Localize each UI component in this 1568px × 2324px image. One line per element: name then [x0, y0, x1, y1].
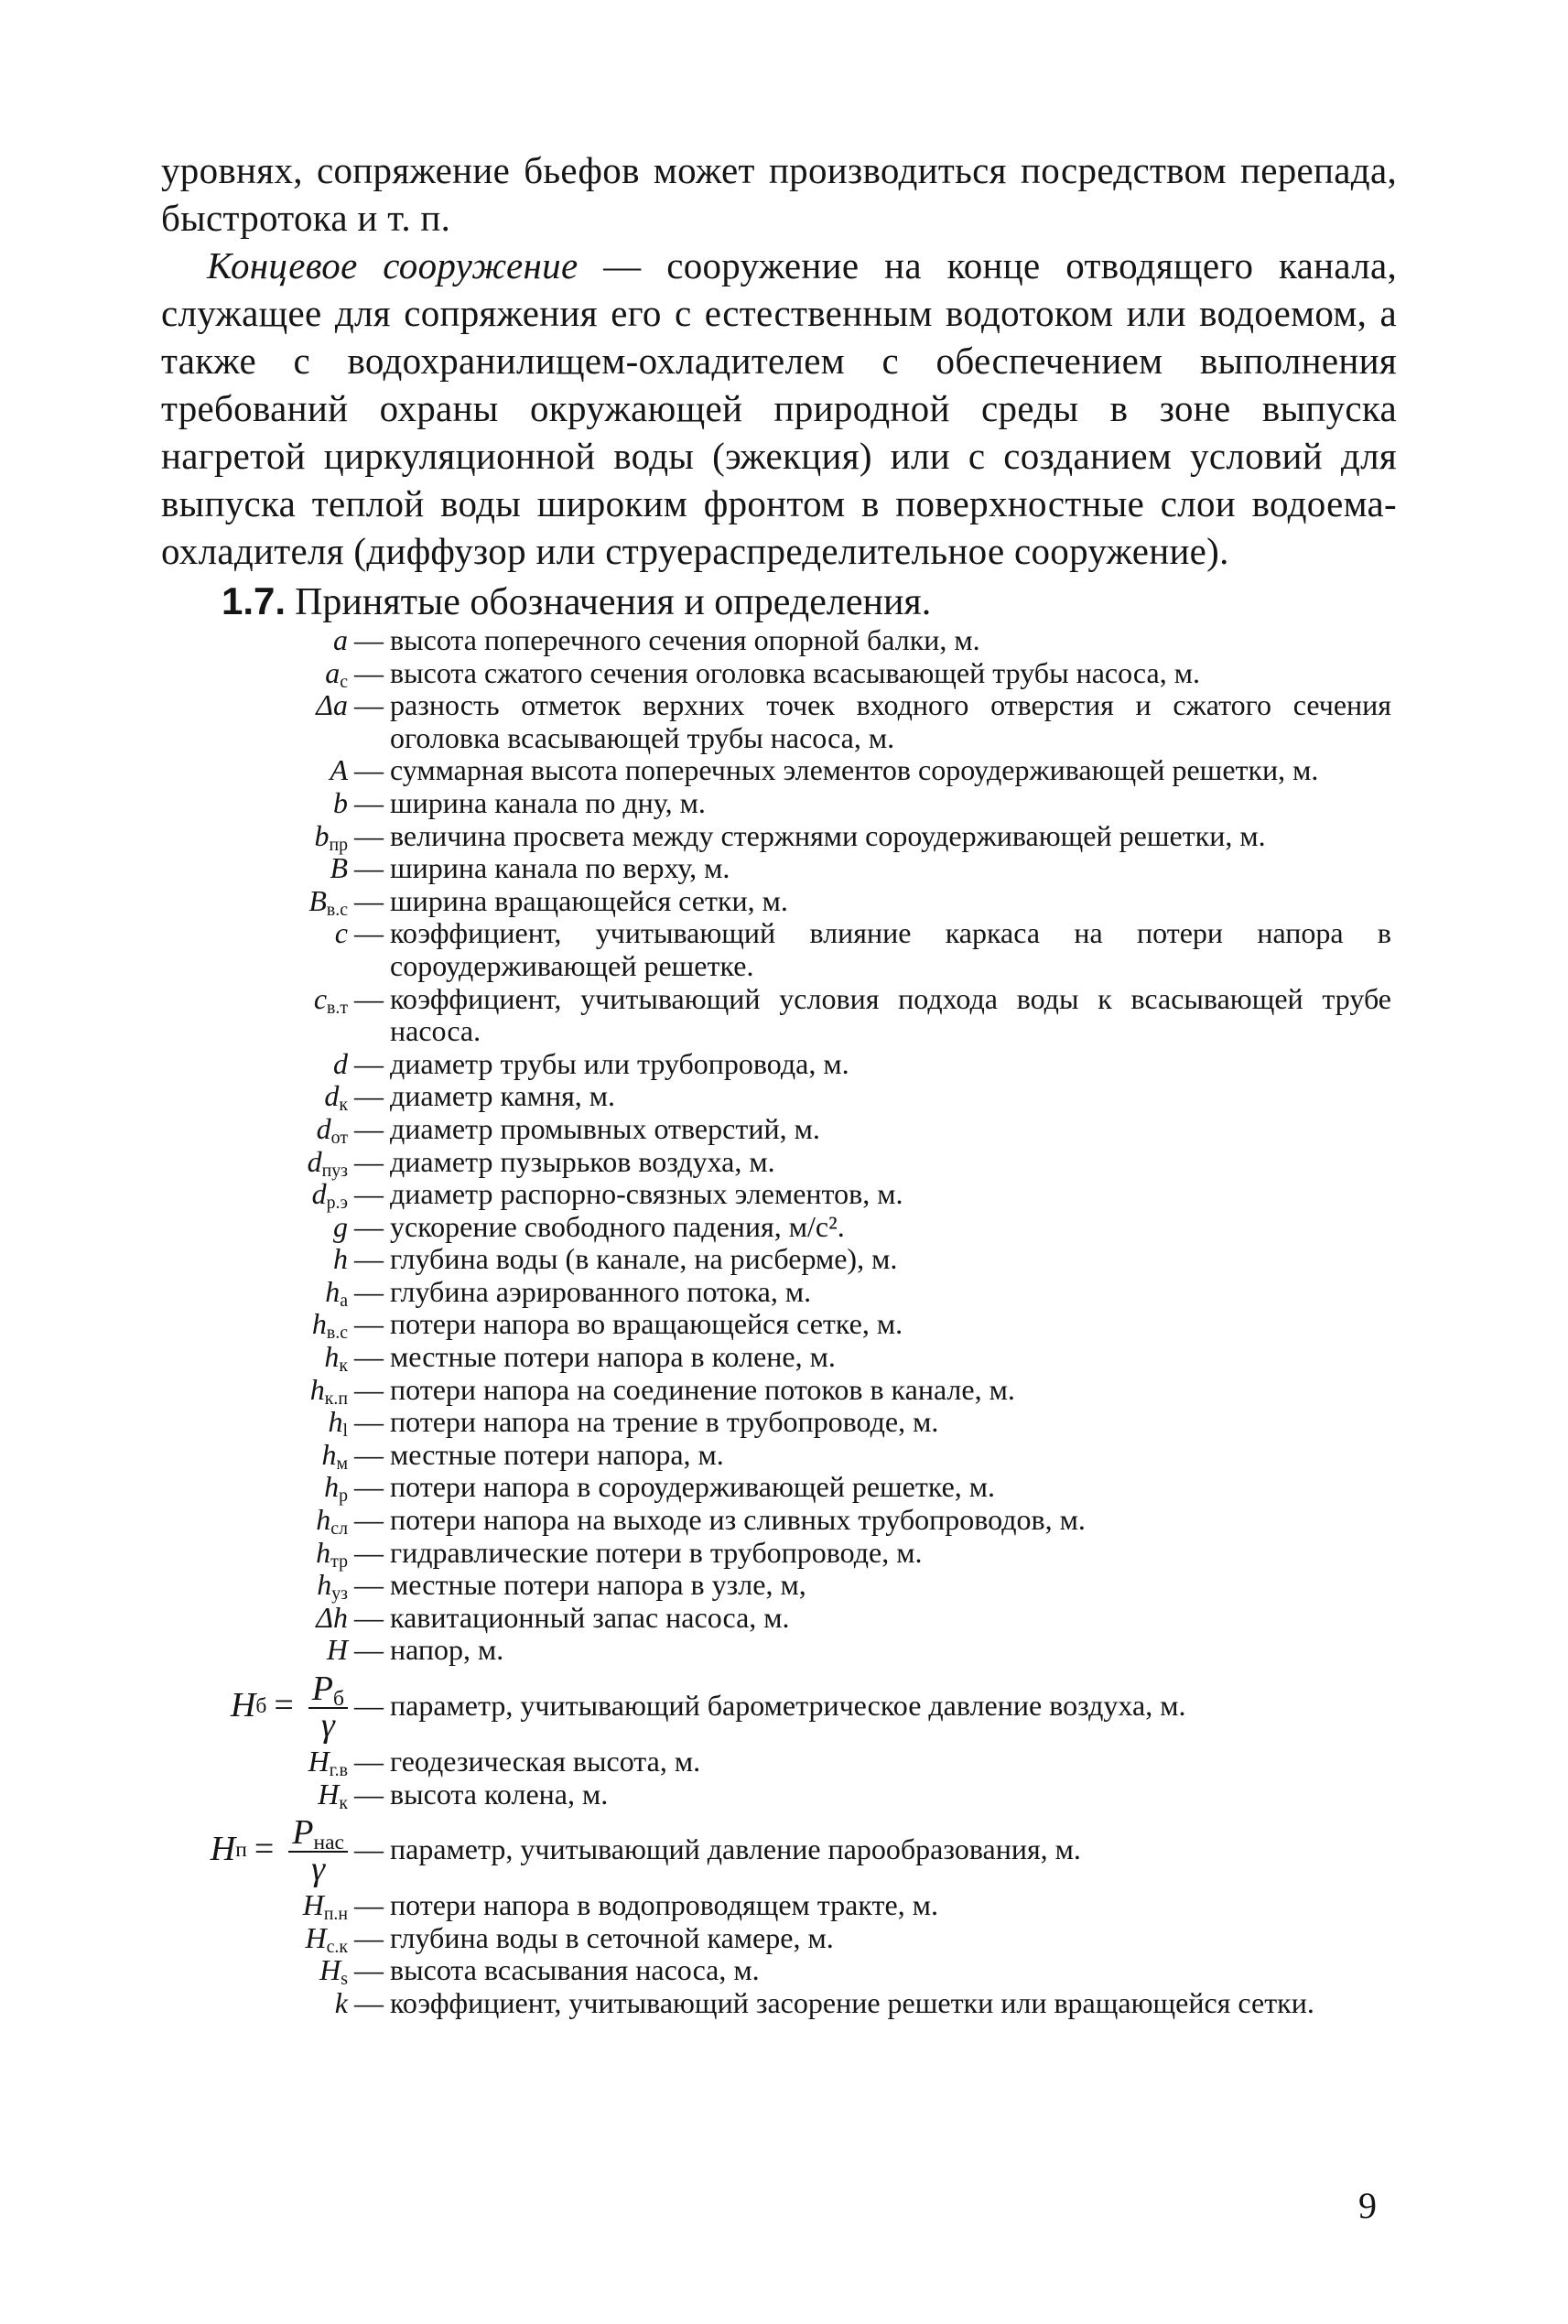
definition-symbol [128, 1888, 348, 1925]
definition-symbol [128, 689, 348, 722]
definition-text: величина просвета между стержнями сороудерживающей решетки, м. [390, 818, 1266, 852]
definition-item [128, 1504, 1391, 1537]
definition-item [128, 1987, 1391, 2020]
fraction-numerator [288, 1814, 348, 1853]
page-number: 9 [1358, 2185, 1377, 2226]
symbol-letter: b [333, 785, 348, 819]
definition-dash: — [354, 1600, 384, 1634]
definition-item [128, 1778, 1391, 1811]
symbol-letter: H [305, 1920, 327, 1954]
symbol-letter: k [334, 1985, 348, 2019]
definition-item [128, 624, 1391, 657]
symbol-letter: h [309, 1372, 325, 1406]
definition-symbol: H п = $\frac{P_{нас}}{\gamma}$ [73, 1814, 348, 1886]
definitions-list [128, 624, 1391, 2020]
definition-text: диаметр распорно-связных элементов, м. [390, 1177, 903, 1211]
numerator-letter: P [292, 1813, 314, 1853]
definition-dash: — [354, 916, 384, 950]
definition-dash: — [354, 1274, 384, 1308]
definition-text: суммарная высота поперечных элементов сороудерживающей решетки, м. [390, 753, 1319, 787]
paragraph-2-text: — сооружение на конце отводящего канала, служащее для сопряжения его с естественным водотоком или водоемом, а также с водохранилищем-охладителем с обеспечением выполнения требований охраны окружающей природной среды в зоне выпуска нагретой циркуляционной воды (эжекция) или с созданием условий для выпуска теплой воды широким фронтом в поверхностные слои водоема-охладителя (диффузор или струераспределительное сооружение). [161, 244, 1397, 572]
definition-item [128, 983, 1391, 1048]
definition-symbol [128, 1048, 348, 1081]
definition-fraction-hp [128, 1813, 1391, 1889]
definition-text: местные потери напора, м. [390, 1437, 724, 1471]
symbol-subscript: м [336, 1453, 348, 1474]
numerator-subscript: б [333, 1686, 344, 1711]
definition-text: ширина канала по дну, м. [390, 785, 706, 819]
definition-item [128, 1634, 1391, 1667]
definition-item [128, 885, 1391, 918]
definition-symbol: H б = $\frac{P_б}{\gamma}$ [73, 1670, 348, 1742]
definition-dash: — [354, 851, 384, 885]
fraction [288, 1813, 348, 1889]
definition-dash: — [354, 1689, 384, 1723]
definition-symbol [128, 1439, 348, 1472]
definition-dash: — [354, 1242, 384, 1276]
definition-item [128, 1568, 1391, 1605]
definition-text: местные потери напора в колене, м. [390, 1340, 836, 1374]
symbol-subscript: в.с [326, 1323, 348, 1344]
definition-item [128, 1439, 1391, 1472]
symbol-subscript: п.н [323, 1904, 348, 1925]
definition-symbol [128, 754, 348, 787]
definition-item [128, 1374, 1391, 1407]
symbol-subscript: г.в [329, 1759, 348, 1780]
definition-item [128, 1953, 1391, 1990]
symbol-letter: h [324, 1470, 340, 1504]
definition-item [128, 1307, 1391, 1344]
definition-text: потери напора на соединение потоков в канале, м. [390, 1372, 1015, 1406]
definition-fraction-hb [128, 1670, 1391, 1745]
definition-item [128, 689, 1391, 754]
definition-symbol [128, 1405, 348, 1442]
definition-symbol [128, 1746, 348, 1778]
definition-dash: — [354, 1568, 384, 1602]
definition-item [128, 852, 1391, 885]
symbol-subscript: р [339, 1486, 348, 1507]
definition-dash: — [354, 1209, 384, 1243]
definition-text: глубина воды в сеточной камере, м. [390, 1920, 834, 1954]
definition-dash: — [354, 623, 384, 656]
definition-dash: — [354, 883, 384, 917]
definition-symbol [128, 1243, 348, 1276]
definition-dash: — [354, 1111, 384, 1145]
definition-dash: — [354, 1372, 384, 1406]
definition-item [128, 1922, 1391, 1955]
symbol-letter: A [330, 753, 348, 787]
equals-sign: = [274, 1686, 294, 1725]
definition-text: потери напора на трение в трубопроводе, м. [390, 1405, 939, 1439]
definition-item [128, 754, 1391, 787]
symbol-subscript: в.с [326, 899, 348, 920]
definition-dash: — [354, 1079, 384, 1113]
definition-text: параметр, учитывающий барометрическое давление воздуха, м. [390, 1689, 1186, 1723]
definition-symbol [128, 1953, 348, 1990]
symbol-letter: H [230, 1686, 256, 1725]
symbol-subscript: к [339, 1095, 348, 1116]
symbol-letter: b [314, 818, 330, 852]
symbol-subscript: к [339, 1792, 348, 1813]
definitions-group-1 [128, 624, 1391, 1667]
definition-item [128, 1048, 1391, 1081]
definition-item [128, 787, 1391, 820]
definition-symbol [128, 1470, 348, 1507]
definition-text: кавитационный запас насоса, м. [390, 1600, 790, 1634]
symbol-letter: g [333, 1209, 348, 1243]
symbol-letter: H [308, 1745, 330, 1778]
definition-dash: — [354, 1920, 384, 1954]
definition-text: ускорение свободного падения, м/с². [390, 1209, 845, 1243]
symbol-subscript: сл [330, 1518, 348, 1539]
symbol-subscript: уз [331, 1584, 348, 1605]
definition-item [128, 1146, 1391, 1179]
definition-symbol [128, 1987, 348, 2020]
symbol-subscript: к.п [324, 1388, 348, 1409]
definition-text: напор, м. [390, 1633, 504, 1667]
numerator-subscript: нас [313, 1831, 344, 1855]
symbol-subscript: тр [330, 1551, 348, 1572]
definition-text: диаметр трубы или трубопровода, м. [390, 1046, 849, 1080]
definition-text: высота колена, м. [390, 1777, 609, 1811]
symbol-letter: a [333, 623, 348, 656]
definition-item [128, 1470, 1391, 1507]
definition-text: потери напора на выходе из сливных трубопроводов, м. [390, 1503, 1086, 1537]
definition-text: диаметр камня, м. [390, 1079, 616, 1113]
definition-symbol [128, 1634, 348, 1667]
symbol-letter: c [313, 981, 328, 1015]
definition-item [128, 1113, 1391, 1146]
definition-symbol [128, 1922, 348, 1955]
symbol-subscript: с.к [326, 1936, 348, 1957]
symbol-subscript: l [342, 1421, 348, 1442]
symbol-subscript: в.т [327, 997, 348, 1018]
definition-symbol [128, 852, 348, 885]
definitions-group-2 [128, 1746, 1391, 1811]
numerator-letter: P [311, 1670, 334, 1708]
definition-dash: — [354, 1953, 384, 1987]
symbol-subscript: а [340, 1290, 348, 1311]
symbol-letter: Δa [316, 688, 348, 722]
symbol-letter: d [333, 1046, 348, 1080]
definition-dash: — [354, 818, 384, 852]
term-end-structure: Концевое сооружение [207, 244, 579, 286]
fraction-denominator: γ [311, 1850, 326, 1889]
symbol-subscript: р.э [326, 1193, 348, 1214]
symbol-letter: H [326, 1633, 348, 1667]
definition-text: гидравлические потери в трубопроводе, м. [390, 1535, 923, 1569]
definition-symbol [128, 1146, 348, 1179]
definition-item [128, 1405, 1391, 1442]
definition-item [128, 1888, 1391, 1925]
definition-text: потери напора в водопроводящем тракте, м. [390, 1888, 938, 1922]
definition-item [128, 1537, 1391, 1570]
definition-symbol [128, 1374, 348, 1407]
paragraph-1 [161, 146, 1397, 242]
definition-text: глубина воды (в канале, на рисберме), м. [390, 1242, 898, 1276]
symbol-subscript: s [341, 1969, 348, 1990]
definition-symbol [128, 1307, 348, 1344]
symbol-letter: H [210, 1830, 236, 1869]
symbol-letter: H [319, 1953, 341, 1987]
definition-symbol [128, 1568, 348, 1605]
definition-dash: — [354, 1633, 384, 1667]
definition-dash: — [354, 1503, 384, 1537]
paragraph-2 [161, 242, 1397, 575]
definition-dash: — [354, 1888, 384, 1922]
definition-dash: — [354, 1437, 384, 1471]
definition-text: коэффициент, учитывающий влияние каркаса на потери напора в сороудерживающей решетке. [390, 916, 1391, 982]
definition-symbol [128, 1504, 348, 1537]
symbol-letter: H [302, 1888, 324, 1922]
definition-symbol [128, 1778, 348, 1811]
definition-symbol [128, 1177, 348, 1214]
symbol-letter: h [311, 1307, 327, 1341]
symbol-subscript: к [339, 1356, 348, 1377]
symbol-letter: d [324, 1079, 340, 1113]
symbol-letter: c [334, 916, 348, 950]
symbol-letter: h [316, 1535, 331, 1569]
definition-symbol [128, 1276, 348, 1309]
definition-dash: — [354, 785, 384, 819]
definition-symbol [128, 885, 348, 918]
definition-item [128, 1211, 1391, 1244]
symbol-letter: h [324, 1340, 340, 1374]
definition-dash: — [354, 1405, 384, 1439]
definition-symbol [128, 1211, 348, 1244]
symbol-letter: h [325, 1274, 341, 1308]
symbol-subscript: пр [329, 834, 348, 855]
definition-dash: — [354, 1470, 384, 1504]
definition-text: потери напора во вращающейся сетке, м. [390, 1307, 903, 1341]
section-heading [222, 578, 931, 625]
definition-symbol [128, 1079, 348, 1116]
symbol-letter: a [325, 655, 341, 689]
fraction [308, 1670, 348, 1745]
symbol-letter: H [318, 1777, 340, 1811]
definition-dash: — [354, 1745, 384, 1778]
symbol-letter: h [321, 1437, 337, 1471]
symbol-letter: h [317, 1568, 332, 1602]
definition-text: диаметр пузырьков воздуха, м. [390, 1144, 775, 1178]
definition-dash: — [354, 1307, 384, 1341]
definition-text: высота поперечного сечения опорной балки, м. [390, 623, 980, 656]
definition-item [128, 820, 1391, 853]
definition-dash: — [354, 1832, 384, 1866]
definition-symbol [128, 1537, 348, 1570]
definition-item [128, 1340, 1391, 1377]
symbol-letter: d [307, 1144, 322, 1178]
definition-text: разность отметок верхних точек входного отверстия и сжатого сечения оголовка всасывающей трубы насоса, м. [390, 688, 1391, 754]
definition-dash: — [354, 1777, 384, 1811]
definition-text: высота всасывания насоса, м. [390, 1953, 760, 1987]
definitions-group-3 [128, 1889, 1391, 2019]
fraction-denominator: γ [320, 1706, 335, 1745]
fraction-numerator [308, 1670, 348, 1709]
definition-item [128, 1243, 1391, 1276]
symbol-letter: h [328, 1405, 343, 1439]
definition-dash: — [354, 1144, 384, 1178]
definition-text: глубина аэрированного потока, м. [390, 1274, 812, 1308]
definition-dash: — [354, 1985, 384, 2019]
definition-item [128, 917, 1391, 982]
definition-item [128, 1276, 1391, 1309]
definition-item [128, 1079, 1391, 1116]
section-number: 1.7. [222, 579, 287, 622]
definition-item [128, 1746, 1391, 1778]
symbol-subscript: пуз [321, 1160, 348, 1181]
definition-dash: — [354, 753, 384, 787]
definition-dash: — [354, 688, 384, 722]
definition-item [128, 1602, 1391, 1635]
equals-sign: = [254, 1830, 275, 1869]
definition-item [128, 1177, 1391, 1214]
definition-text: коэффициент, учитывающий засорение решетки или вращающейся сетки. [390, 1985, 1314, 2019]
definition-text: параметр, учитывающий давление парообразования, м. [390, 1832, 1081, 1866]
definition-symbol [128, 787, 348, 820]
definition-symbol [128, 1340, 348, 1377]
definition-text: геодезическая высота, м. [390, 1745, 701, 1778]
symbol-letter: d [316, 1111, 331, 1145]
symbol-letter: B [308, 883, 327, 917]
definition-symbol [128, 1602, 348, 1635]
definition-text: коэффициент, учитывающий условия подхода воды к всасывающей трубе насоса. [390, 981, 1391, 1048]
definition-symbol [128, 624, 348, 657]
definition-symbol [128, 657, 348, 690]
paragraph-1-text: уровнях, сопряжение бьефов может производиться посредством перепада, быстротока и т. п. [161, 149, 1397, 239]
definition-symbol [128, 820, 348, 853]
definition-symbol [128, 1113, 348, 1146]
definition-dash: — [354, 1177, 384, 1211]
symbol-letter: d [311, 1177, 327, 1211]
definition-symbol [128, 983, 348, 1016]
definition-text: местные потери напора в узле, м, [390, 1568, 806, 1602]
definition-symbol [128, 917, 348, 950]
symbol-letter: h [316, 1503, 331, 1537]
definition-dash: — [354, 1340, 384, 1374]
definition-text: ширина вращающейся сетки, м. [390, 883, 788, 917]
definition-dash: — [354, 981, 384, 1015]
definition-text: потери напора в сороудерживающей решетке, м. [390, 1470, 996, 1504]
symbol-letter: B [330, 851, 348, 885]
definition-dash: — [354, 1535, 384, 1569]
section-title: Принятые обозначения и определения. [295, 581, 932, 623]
definition-text: ширина канала по верху, м. [390, 851, 730, 885]
definition-text: высота сжатого сечения оголовка всасывающей трубы насоса, м. [390, 655, 1200, 689]
definition-text: диаметр промывных отверстий, м. [390, 1111, 820, 1145]
symbol-letter: h [333, 1242, 348, 1276]
symbol-subscript: c [340, 671, 348, 692]
symbol-letter: Δh [316, 1600, 348, 1634]
symbol-subscript: от [330, 1127, 348, 1148]
definition-item [128, 657, 1391, 690]
definition-dash: — [354, 655, 384, 689]
definition-dash: — [354, 1046, 384, 1080]
